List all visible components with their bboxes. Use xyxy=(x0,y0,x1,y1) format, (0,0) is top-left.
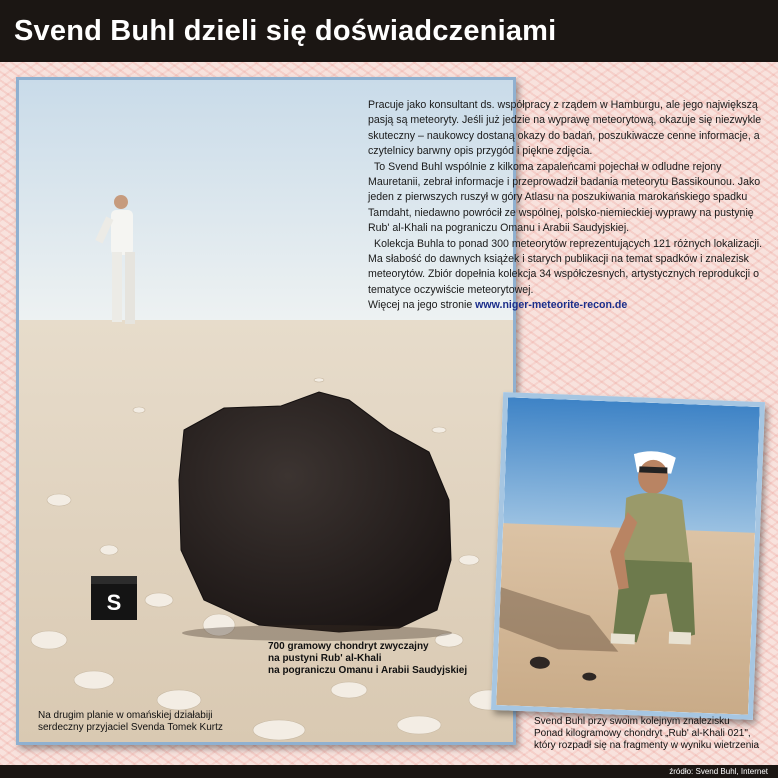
more-info-prefix: Więcej na jego stronie xyxy=(368,299,476,312)
meteorite-caption-line-1: 700 gramowy chondryt zwyczajny xyxy=(268,641,429,652)
website-link[interactable]: www.niger-meteorite-recon.de xyxy=(475,299,628,312)
meteorite-caption-line-3: na pograniczu Omanu i Arabii Saudyjskiej xyxy=(268,665,468,676)
article-paragraph-3: Kolekcja Buhla to ponad 300 meteorytów reprezentujących 121 różnych lokalizacji. Ma słabość do dawnych książek i starych publikacji na temat spadków i znalezisk meteorytów. Zbiór dopełnia kolekcja 34 współczesnych, artystycznych reprodukcji o tematyce oczywiście meteorytowej. xyxy=(368,237,763,296)
svend-caption-line-1: Svend Buhl przy swoim kolejnym znalezisku xyxy=(534,716,730,727)
meteorite-caption-line-2: na pustyni Rub' al-Khali xyxy=(268,653,382,664)
meteorite-caption xyxy=(268,641,508,677)
scale-cube-label: S xyxy=(106,590,122,615)
svend-photo-scene xyxy=(496,397,760,714)
svend-caption-line-2: Ponad kilogramowy chondryt „Rub' al-Khali 021", xyxy=(534,728,751,739)
more-info-line xyxy=(368,298,768,313)
article-text xyxy=(368,98,768,314)
article-paragraph-1: Pracuje jako konsultant ds. współpracy z rządem w Hamburgu, ale jego największą pasją są meteoryty. Jeśli już jedzie na wyprawę meteorytową, okazuje się niezwykle skuteczny – naukowcy dostaną okazy do badań, poszukiwacze cenne informacje, a czytelnicy barwny opis przygód i piękne zdjęcia. xyxy=(368,99,762,158)
page-title: Svend Buhl dzieli się doświadczeniami xyxy=(0,0,778,62)
kurtz-caption-line-1: Na drugim planie w omańskiej działabiji xyxy=(38,710,213,721)
source-footer: źródło: Svend Buhl, Internet xyxy=(0,765,778,778)
article-paragraph-2: To Svend Buhl wspólnie z kilkoma zapaleńcami pojechał w odludne rejony Mauretanii, zebrał informacje i przeprowadził badania meteorytu Bassikounou. Jako jeden z pierwszych ruszył w góry Atlasu na poszukiwania marokańskiego spadku Tamdaht, niedawno powrócił ze wspólnej, polsko-niemieckiej wyprawy na pustynię Rub' al-Khali na pograniczu Omanu i Arabii Saudyjskiej. xyxy=(368,160,761,235)
kurtz-caption xyxy=(38,710,268,734)
kurtz-caption-line-2: serdeczny przyjaciel Svenda Tomek Kurtz xyxy=(38,722,223,733)
svend-caption-line-3: który rozpadł się na fragmenty w wyniku wietrzenia xyxy=(534,740,760,751)
svend-buhl-photo xyxy=(491,392,765,720)
svend-caption xyxy=(534,716,778,752)
